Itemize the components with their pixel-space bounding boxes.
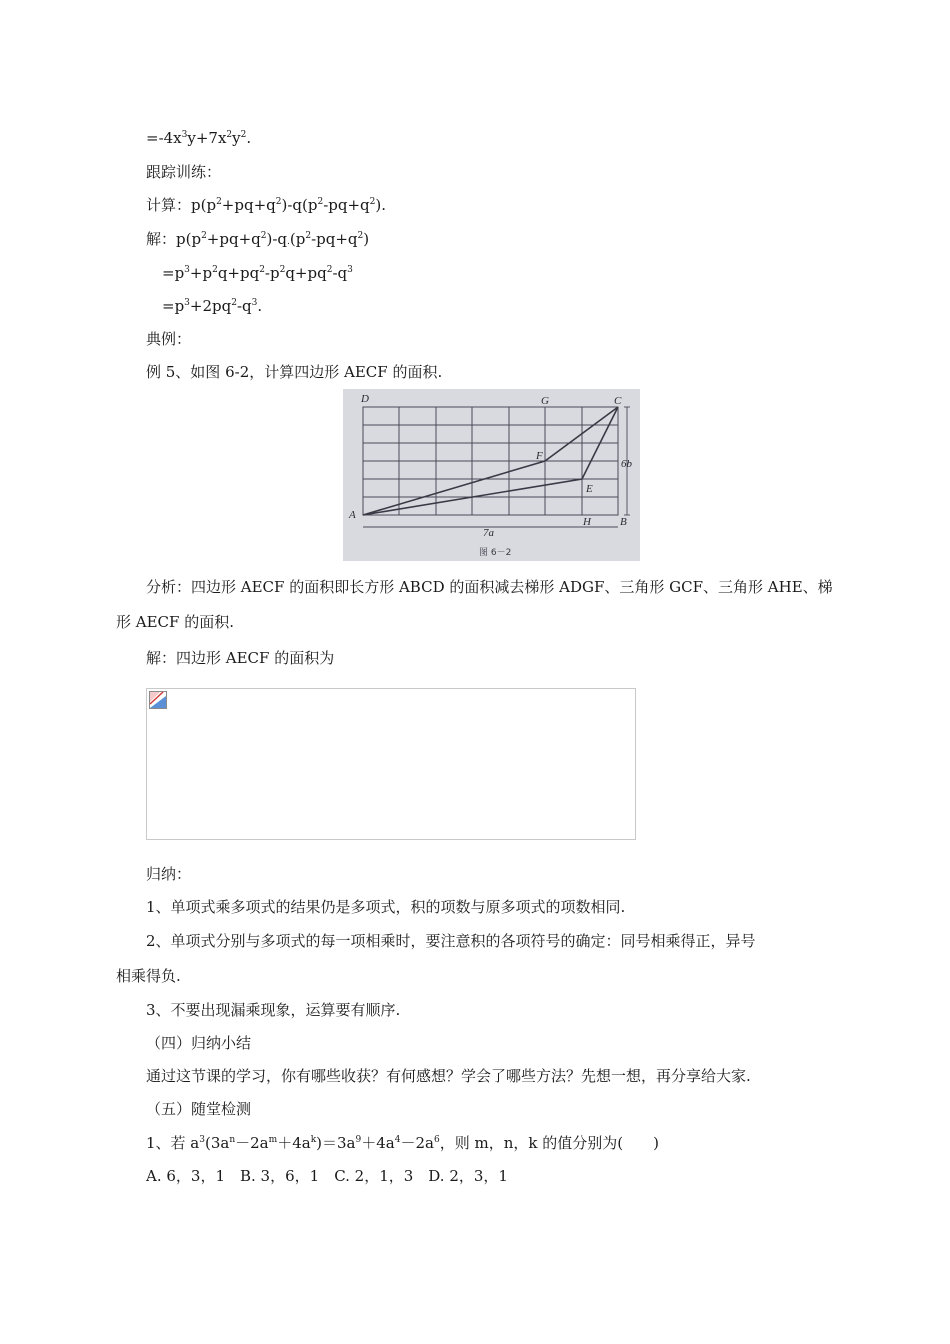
label-e: E <box>586 483 593 495</box>
reflection-text: 通过这节课的学习，你有哪些收获？有何感想？学会了哪些方法？先想一想，再分享给大家. <box>146 1067 751 1085</box>
quiz-options: A. 6，3，1 B. 3，6，1 C. 2，1，3 D. 2，3，1 <box>146 1167 508 1185</box>
label-h: H <box>583 516 591 528</box>
label-d: D <box>361 393 369 405</box>
label-b: B <box>620 516 627 528</box>
calculate-line: 计算：$p(p^2+pq+q^2)-q(p^2-pq+q^2)$. <box>146 196 387 214</box>
section-5-heading: （五）随堂检测 <box>146 1100 252 1118</box>
solution-line: 解：$p(p^2+pq+q^2)-q.(p^2-pq+q^2)$ <box>146 230 370 248</box>
solution-step-2: $=p^3+2pq^2-q^3$. <box>162 297 263 315</box>
analysis-line-2: 形 AECF 的面积. <box>116 613 234 631</box>
analysis-line-1: 分析：四边形 AECF 的面积即长方形 ABCD 的面积减去梯形 ADGF、三角形 GCF、三角形 AHE、梯 <box>146 578 833 596</box>
summary-point-2-cont: 相乘得负. <box>116 967 181 985</box>
example-5-text: 例 5、如图 6-2，计算四边形 AECF 的面积. <box>146 363 443 381</box>
follow-practice-heading: 跟踪训练： <box>146 163 222 181</box>
quiz-question-1: 1、若 $a^3(3a^n-2a^m+4a^k)=3a^9+4a^4-2a^6$，则 m，n，k 的值分别为( ) <box>146 1134 659 1152</box>
typical-example-heading: 典例： <box>146 330 192 348</box>
label-width-7a: 7a <box>483 527 494 539</box>
solve-area-line: 解：四边形 AECF 的面积为 <box>146 649 335 667</box>
section-4-heading: （四）归纳小结 <box>146 1034 252 1052</box>
summary-point-1: 1、单项式乘多项式的结果仍是多项式，积的项数与原多项式的项数相同. <box>146 898 626 916</box>
label-g: G <box>541 395 549 407</box>
label-c: C <box>614 395 622 407</box>
summary-heading: 归纳： <box>146 865 192 883</box>
expansion-result-line: $=-4x^3y+7x^2y^2$. <box>146 129 252 147</box>
missing-image-placeholder <box>146 688 636 840</box>
label-f: F <box>536 450 543 462</box>
figure-6-2 <box>343 389 640 561</box>
summary-point-3: 3、不要出现漏乘现象，运算要有顺序. <box>146 1001 401 1019</box>
summary-point-2: 2、单项式分别与多项式的每一项相乘时，要注意积的各项符号的确定：同号相乘得正，异号 <box>146 932 756 950</box>
solution-step-1: $=p^3+p^2q+pq^2-p^2q+pq^2-q^3$ <box>162 264 353 282</box>
figure-6-2-diagram <box>343 389 640 561</box>
broken-image-icon <box>149 691 167 709</box>
figure-caption: 图 6－2 <box>479 548 512 558</box>
label-height-6b: 6b <box>621 458 632 470</box>
label-a: A <box>349 509 356 521</box>
grid <box>363 407 618 515</box>
